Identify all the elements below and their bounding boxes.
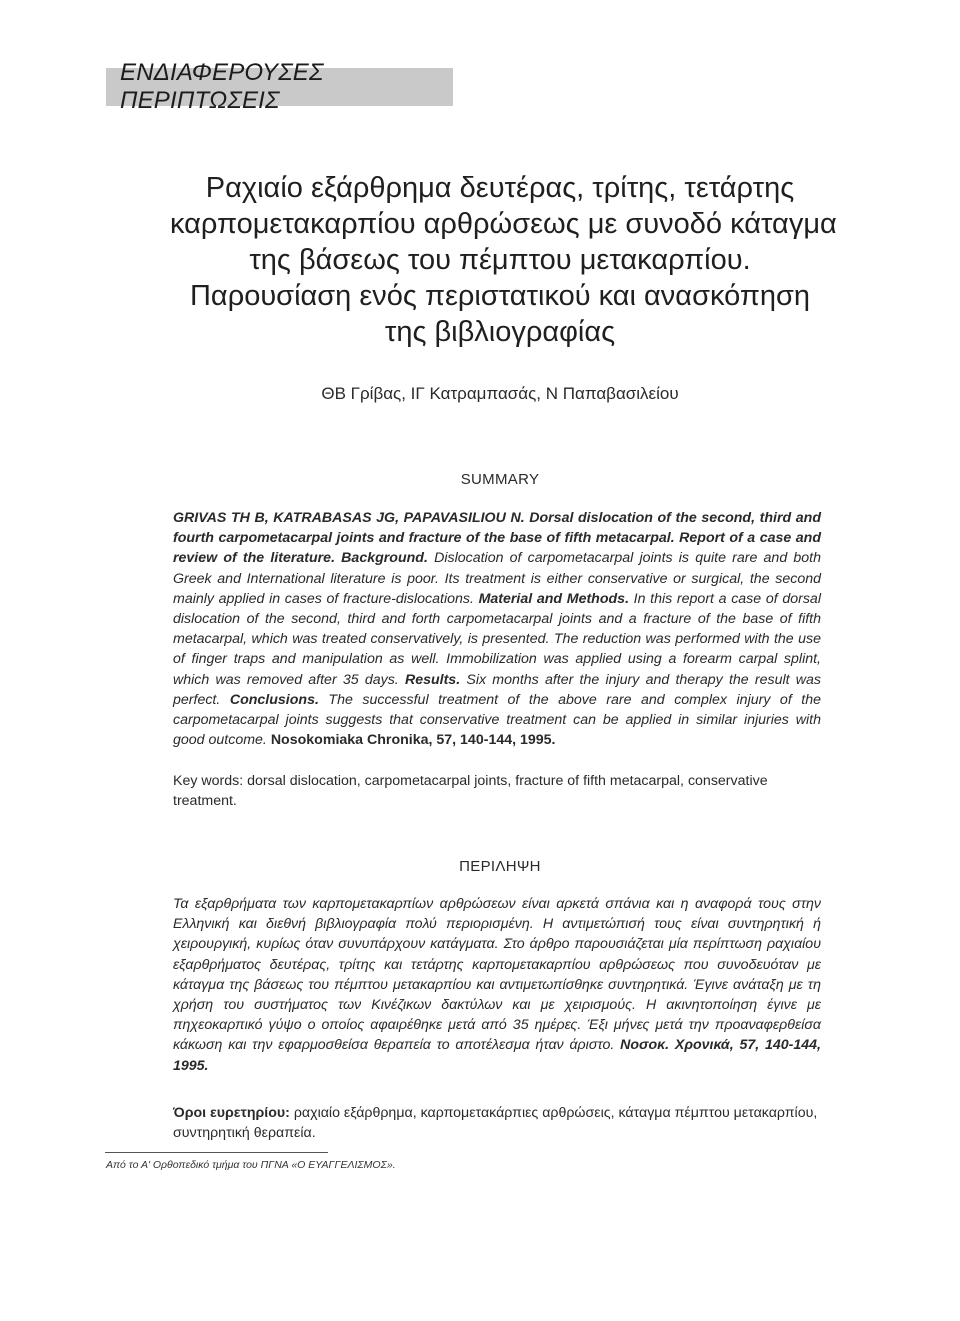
greek-summary-heading: ΠΕΡΙΛΗΨΗ bbox=[459, 858, 541, 875]
footnote: Από το Α' Ορθοπεδικό τμήμα του ΠΓΝΑ «Ο ΕΥΑΓΓΕΛΙΣΜΟΣ». bbox=[106, 1159, 396, 1171]
abstract-background: Dislocation of carpometacarpal joints is quite rare and both Greek and International literature is poor. Its treatment is either conservative or surgical, the second mainly applied in cases of fracture-dislocations. bbox=[173, 550, 821, 607]
greek-keywords-text: ραχιαίο εξάρθρημα, καρπομετακάρπιες αρθρώσεις, κάταγμα πέμπτου μετακαρπίου, συντηρητική θεραπεία. bbox=[173, 1105, 818, 1142]
keywords bbox=[173, 771, 821, 811]
footnote-divider bbox=[105, 1152, 328, 1153]
section-tag-label: ΕΝΔΙΑΦΕΡΟΥΣΕΣ ΠΕΡΙΠΤΩΣΕΙΣ bbox=[120, 59, 324, 114]
abstract-results-label: Results. bbox=[404, 671, 461, 688]
greek-abstract-text: Τα εξαρθρήματα των καρπομετακαρπίων αρθρώσεων είναι αρκετά σπάνια και η αναφορά τους στην Ελληνική και διεθνή βιβλιογραφία πολύ περιορισμένη. Η αντιμετώπισή τους είναι συντηρητική ή χειρουργική, κυρίως όταν συνυπάρχουν κατάγματα. Στο άρθρο παρουσιάζεται μία περίπτωση ραχιαίου εξαρθρήματος δευτέρας, τρίτης και τετάρτης καρπομετακαρπίου αρθρώσεως που συνοδευόταν με κάταγμα της βάσεως του πέμπτου μετακαρπίου και αντιμετωπίσθηκε συντηρητικά. Έγινε ανάταξη με τη χρήση του συστήματος των Κινέζικων δακτύλων και με χειρισμούς. Η ακινητοποίηση έγινε με πηχεοκαρπικό γύψο ο οποίος αφαιρέθηκε μετά από 35 ημέρες. Έξι μήνες μετά την προαναφερθείσα κάκωση και την εφαρμοσθείσα θεραπεία το αποτέλεσμα ήταν άριστο. bbox=[173, 896, 821, 1054]
abstract-methods-label: Material and Methods. bbox=[478, 590, 630, 607]
abstract-methods: In this report a case of dorsal dislocation of the second, third and forth carpometacarpal joints and a fracture of the base of fifth metacarpal, which was treated conservatively, is presented. The reduction was performed with the use of finger traps and manipulation as well. Immobilization was applied using a forearm carpal splint, which was removed after 35 days. bbox=[173, 590, 821, 688]
section-tag bbox=[106, 59, 453, 114]
abstract-citation: GRIVAS TH B, KATRABASAS JG, PAPAVASILIOU N. Dorsal dislocation of the second, third and fourth carpometacarpal joints and fracture of the base of fifth metacarpal. Report of a case and review of the literature. Background. bbox=[173, 510, 821, 567]
greek-keywords bbox=[173, 1103, 821, 1143]
title-line: της βιβλιογραφίας bbox=[384, 316, 616, 348]
abstract-results: Six months after the injury and therapy the result was perfect. bbox=[173, 671, 821, 708]
keywords-text: dorsal dislocation, carpometacarpal joints, fracture of fifth metacarpal, conservative treatment. bbox=[173, 773, 768, 810]
keywords-label: Key words: bbox=[173, 773, 244, 789]
abstract-journal: Nosokomiaka Chronika, 57, 140-144, 1995. bbox=[270, 732, 556, 749]
authors: ΘΒ Γρίβας, ΙΓ Κατραμπασάς, Ν Παπαβασιλείου bbox=[321, 384, 679, 403]
title-line: Ραχιαίο εξάρθρημα δευτέρας, τρίτης, τετάρτης bbox=[205, 172, 795, 204]
abstract-conclusions-label: Conclusions. bbox=[229, 691, 319, 708]
greek-abstract-journal: Νοσοκ. Χρονικά, 57, 140-144, 1995. bbox=[173, 1037, 821, 1074]
greek-abstract bbox=[173, 894, 821, 1076]
summary-heading: SUMMARY bbox=[460, 471, 540, 488]
title-line: της βάσεως του πέμπτου μετακαρπίου. bbox=[249, 244, 751, 276]
greek-keywords-label: Όροι ευρετηρίου: bbox=[173, 1105, 290, 1121]
abstract-conclusions: The successful treatment of the above rare and complex injury of the carpometacarpal joints suggests that conservative treatment can be applied in similar injuries with good outcome. bbox=[173, 691, 821, 749]
title-line: καρπομετακαρπίου αρθρώσεως με συνοδό κάταγμα bbox=[170, 208, 837, 240]
title-line: Παρουσίαση ενός περιστατικού και ανασκόπηση bbox=[189, 280, 811, 312]
article-title bbox=[170, 170, 837, 350]
english-abstract bbox=[173, 508, 821, 750]
